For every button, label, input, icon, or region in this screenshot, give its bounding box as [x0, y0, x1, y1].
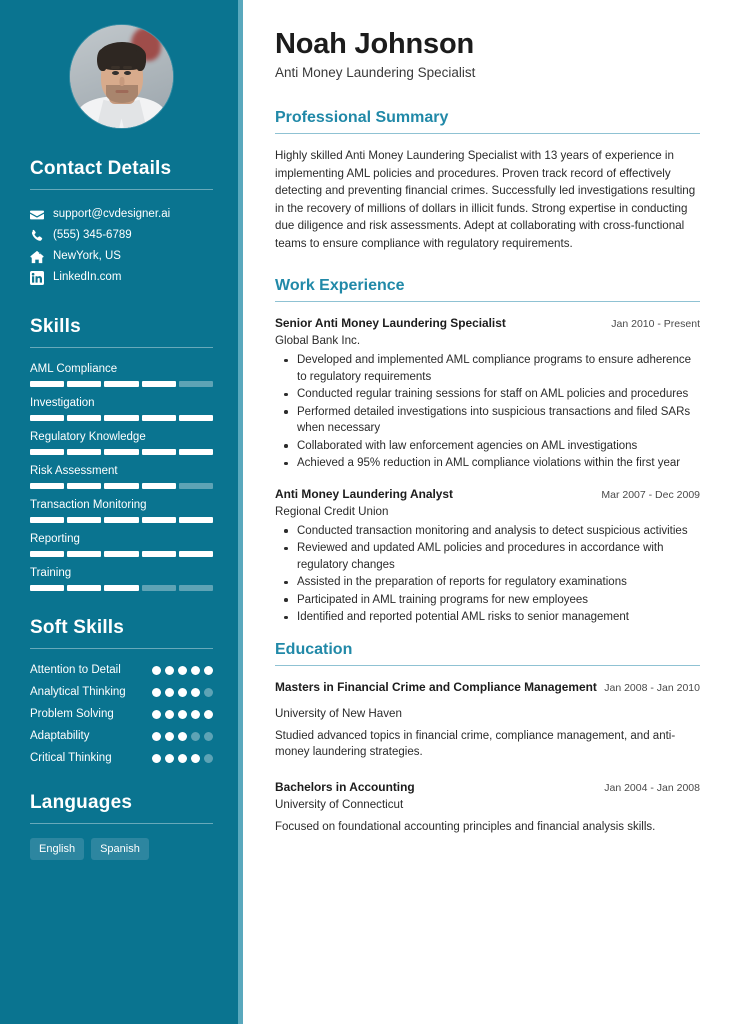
skill-bar-segment — [104, 551, 138, 557]
rating-dot — [191, 688, 200, 697]
rating-dot — [152, 666, 161, 675]
soft-skill-item — [30, 729, 213, 744]
summary-heading: Professional Summary — [275, 109, 449, 126]
education-entry — [275, 679, 700, 761]
soft-skill-item — [30, 685, 213, 700]
job-duties-list — [275, 523, 700, 626]
skill-item — [30, 430, 213, 455]
job-duty-item: Assisted in the preparation of reports for regulatory examinations — [275, 574, 700, 591]
job-duty-item: Identified and reported potential AML risks to senior management — [275, 609, 700, 626]
skill-bar-segment — [104, 517, 138, 523]
job-header — [275, 315, 700, 332]
rating-dot — [204, 666, 213, 675]
skill-level-bar — [30, 483, 213, 489]
education-spacer — [275, 771, 700, 779]
job-duties-list — [275, 352, 700, 472]
contact-value-linkedin: LinkedIn.com — [53, 271, 122, 283]
work-experience-list — [275, 315, 700, 626]
language-chip: English — [30, 838, 84, 860]
soft-skill-label: Attention to Detail — [30, 664, 121, 676]
rating-dot — [178, 666, 187, 675]
education-date-range: Jan 2004 - Jan 2008 — [604, 781, 700, 794]
work-experience-entry — [275, 315, 700, 472]
contact-item-linkedin[interactable] — [30, 267, 213, 288]
rating-dot — [204, 732, 213, 741]
soft-skills-divider — [30, 648, 213, 649]
contact-value-phone: (555) 345-6789 — [53, 229, 132, 241]
education-list — [275, 679, 700, 836]
skill-bar-segment — [67, 585, 101, 591]
skill-bar-segment — [67, 517, 101, 523]
skill-label: Reporting — [30, 533, 80, 545]
rating-dot — [178, 732, 187, 741]
rating-dot — [204, 710, 213, 719]
language-chip: Spanish — [91, 838, 149, 860]
job-duty-item: Developed and implemented AML compliance programs to ensure adherence to regulatory requirements — [275, 352, 700, 385]
phone-icon — [30, 229, 44, 243]
skill-bar-segment — [104, 449, 138, 455]
education-heading: Education — [275, 640, 353, 658]
rating-dot — [152, 754, 161, 763]
skill-bar-segment — [142, 381, 176, 387]
rating-dot — [152, 710, 161, 719]
skill-level-bar — [30, 381, 213, 387]
summary-text: Highly skilled Anti Money Laundering Specialist with 13 years of experience in implementing AML policies and procedures. Proven track record of effectively detecting and preventing financial crimes. Successfully led investigations resulting in the recovery of millions of dollars in illicit funds. Strong expertise in conducting due diligence and risk assessments. Adept at collaborating with cross-functional teams to ensure compliance with regulatory requirements. — [275, 149, 696, 250]
skill-level-bar — [30, 517, 213, 523]
job-title: Anti Money Laundering Analyst — [275, 486, 453, 501]
skills-heading: Skills — [30, 316, 81, 337]
avatar — [70, 25, 173, 128]
skill-bar-segment — [179, 415, 213, 421]
contact-item-phone[interactable] — [30, 225, 213, 246]
rating-dot — [165, 666, 174, 675]
job-date-range: Jan 2010 - Present — [611, 318, 700, 330]
soft-skill-rating — [152, 729, 213, 741]
home-icon — [30, 250, 44, 264]
sidebar — [0, 0, 243, 1024]
skill-bar-segment — [104, 381, 138, 387]
linkedin-icon — [30, 271, 44, 285]
skill-level-bar — [30, 551, 213, 557]
skill-bar-segment — [179, 381, 213, 387]
work-heading: Work Experience — [275, 277, 405, 294]
soft-skill-rating — [152, 751, 213, 763]
education-date-range: Jan 2008 - Jan 2010 — [604, 681, 700, 694]
soft-skills-heading: Soft Skills — [30, 617, 125, 638]
rating-dot — [191, 754, 200, 763]
skill-bar-segment — [142, 551, 176, 557]
skill-bar-segment — [104, 483, 138, 489]
education-description: Focused on foundational accounting principles and financial analysis skills. — [275, 820, 656, 833]
page-title: Noah Johnson — [275, 28, 474, 60]
contact-list — [30, 204, 213, 288]
education-header — [275, 679, 700, 696]
skill-bar-segment — [104, 415, 138, 421]
skill-level-bar — [30, 415, 213, 421]
languages-heading: Languages — [30, 792, 133, 813]
rating-dot — [204, 754, 213, 763]
job-duty-item: Conducted transaction monitoring and analysis to detect suspicious activities — [275, 523, 700, 540]
skill-bar-segment — [142, 449, 176, 455]
sidebar-accent-strip — [238, 0, 243, 1024]
skill-label: Transaction Monitoring — [30, 499, 147, 511]
avatar-wrapper — [30, 25, 213, 128]
rating-dot — [191, 666, 200, 675]
skill-bar-segment — [179, 551, 213, 557]
soft-skill-label: Critical Thinking — [30, 752, 112, 764]
rating-dot — [178, 710, 187, 719]
soft-skill-label: Problem Solving — [30, 708, 114, 720]
skill-item — [30, 464, 213, 489]
skill-bar-segment — [179, 483, 213, 489]
skill-bar-segment — [30, 551, 64, 557]
contact-item-location[interactable] — [30, 246, 213, 267]
skill-bar-segment — [67, 381, 101, 387]
rating-dot — [191, 710, 200, 719]
education-school: University of New Haven — [275, 706, 402, 720]
skill-item — [30, 532, 213, 557]
education-degree: Masters in Financial Crime and Compliance Management — [275, 679, 597, 694]
contact-value-location: NewYork, US — [53, 250, 121, 262]
skill-bar-segment — [142, 415, 176, 421]
job-duty-item: Participated in AML training programs for new employees — [275, 592, 700, 609]
job-organization: Regional Credit Union — [275, 504, 389, 518]
skill-bar-segment — [30, 415, 64, 421]
contact-value-email: support@cvdesigner.ai — [53, 208, 171, 220]
main-column — [243, 0, 730, 1024]
rating-dot — [178, 754, 187, 763]
education-header — [275, 779, 700, 796]
skills-divider — [30, 347, 213, 348]
skill-label: Investigation — [30, 397, 95, 409]
skill-bar-segment — [179, 585, 213, 591]
summary-divider — [275, 133, 700, 134]
job-duty-item: Achieved a 95% reduction in AML compliance violations within the first year — [275, 455, 700, 472]
education-degree: Bachelors in Accounting — [275, 779, 415, 794]
contact-heading: Contact Details — [30, 158, 172, 179]
rating-dot — [152, 732, 161, 741]
soft-skill-rating — [152, 685, 213, 697]
skill-item — [30, 498, 213, 523]
skills-list — [30, 362, 213, 591]
job-role-subtitle: Anti Money Laundering Specialist — [275, 65, 476, 80]
rating-dot — [191, 732, 200, 741]
work-experience-entry — [275, 486, 700, 626]
skill-bar-segment — [179, 449, 213, 455]
rating-dot — [204, 688, 213, 697]
skill-bar-segment — [30, 483, 64, 489]
skill-bar-segment — [30, 585, 64, 591]
rating-dot — [152, 688, 161, 697]
skill-bar-segment — [67, 415, 101, 421]
contact-divider — [30, 189, 213, 190]
education-divider — [275, 665, 700, 666]
soft-skills-list — [30, 663, 213, 766]
skill-bar-segment — [30, 517, 64, 523]
education-description: Studied advanced topics in financial crime, compliance management, and anti-money laundering strategies. — [275, 729, 676, 758]
skill-level-bar — [30, 585, 213, 591]
languages-list — [30, 838, 213, 860]
skill-label: Risk Assessment — [30, 465, 118, 477]
job-organization: Global Bank Inc. — [275, 334, 361, 347]
skill-item — [30, 396, 213, 421]
job-duty-item: Performed detailed investigations into suspicious transactions and filed SARs when necessary — [275, 404, 700, 437]
rating-dot — [165, 732, 174, 741]
job-title: Senior Anti Money Laundering Specialist — [275, 316, 506, 330]
skill-bar-segment — [104, 585, 138, 591]
skill-bar-segment — [142, 483, 176, 489]
soft-skill-rating — [152, 663, 213, 675]
soft-skill-label: Adaptability — [30, 730, 90, 742]
skill-bar-segment — [142, 517, 176, 523]
skill-bar-segment — [67, 483, 101, 489]
soft-skill-item — [30, 663, 213, 678]
skill-bar-segment — [67, 551, 101, 557]
skill-bar-segment — [67, 449, 101, 455]
skill-bar-segment — [30, 449, 64, 455]
skill-level-bar — [30, 449, 213, 455]
contact-item-email[interactable] — [30, 204, 213, 225]
rating-dot — [165, 710, 174, 719]
skill-bar-segment — [142, 585, 176, 591]
skill-item — [30, 566, 213, 591]
job-duty-item: Conducted regular training sessions for staff on AML policies and procedures — [275, 386, 700, 403]
job-duty-item: Collaborated with law enforcement agencies on AML investigations — [275, 438, 700, 455]
skill-bar-segment — [179, 517, 213, 523]
rating-dot — [178, 688, 187, 697]
languages-divider — [30, 823, 213, 824]
job-date-range: Mar 2007 - Dec 2009 — [601, 488, 700, 501]
skill-label: AML Compliance — [30, 363, 118, 375]
job-header — [275, 486, 700, 503]
job-duty-item: Reviewed and updated AML policies and procedures in accordance with regulatory changes — [275, 540, 700, 573]
rating-dot — [165, 754, 174, 763]
skill-label: Training — [30, 567, 72, 579]
soft-skill-item — [30, 707, 213, 722]
rating-dot — [165, 688, 174, 697]
work-divider — [275, 301, 700, 302]
education-entry — [275, 779, 700, 836]
skill-bar-segment — [30, 381, 64, 387]
soft-skill-item — [30, 751, 213, 766]
skill-item — [30, 362, 213, 387]
soft-skill-label: Analytical Thinking — [30, 686, 126, 698]
soft-skill-rating — [152, 707, 213, 719]
education-school: University of Connecticut — [275, 797, 404, 811]
envelope-icon — [30, 208, 44, 222]
skill-label: Regulatory Knowledge — [30, 431, 146, 443]
